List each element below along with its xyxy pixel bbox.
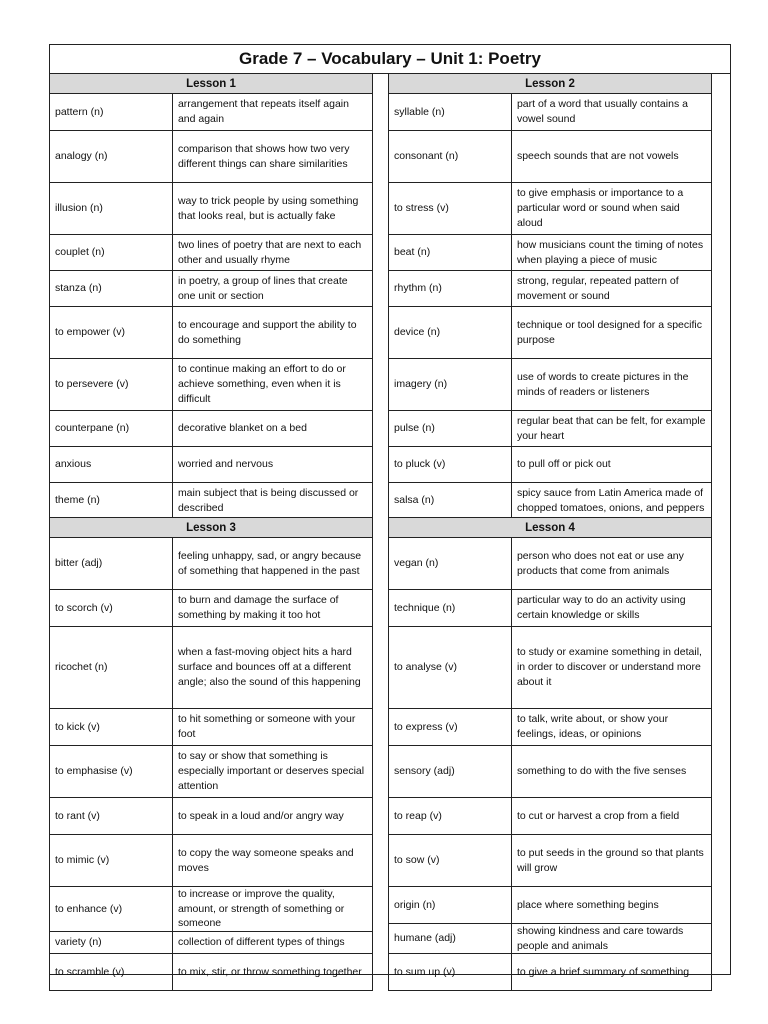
vocab-term: origin (n): [389, 887, 512, 924]
vocab-definition: regular beat that can be felt, for example your heart: [511, 411, 711, 447]
vocab-term: to scramble (v): [50, 954, 173, 991]
lesson-3-heading: Lesson 3: [49, 517, 373, 538]
vocab-term: counterpane (n): [50, 411, 173, 447]
lesson-2-table: [388, 93, 712, 519]
vocab-definition: to talk, write about, or show your feelings, ideas, or opinions: [511, 709, 711, 746]
vocab-term: to analyse (v): [389, 627, 512, 709]
vocab-definition: something to do with the five senses: [511, 746, 711, 798]
vocab-term: to express (v): [389, 709, 512, 746]
vocab-definition: to give emphasis or importance to a particular word or sound when said aloud: [511, 183, 711, 235]
vocab-definition: to encourage and support the ability to do something: [172, 307, 372, 359]
vocab-row: [50, 447, 373, 483]
vocab-definition: collection of different types of things: [172, 932, 372, 954]
vocab-term: consonant (n): [389, 131, 512, 183]
vocab-row: [50, 746, 373, 798]
vocab-definition: to burn and damage the surface of something by making it too hot: [172, 590, 372, 627]
vocab-term: to reap (v): [389, 798, 512, 835]
vocab-term: to enhance (v): [50, 887, 173, 932]
vocab-row: [389, 411, 712, 447]
vocab-definition: to pull off or pick out: [511, 447, 711, 483]
vocab-row: [389, 131, 712, 183]
vocab-row: [389, 954, 712, 991]
vocab-row: [50, 131, 373, 183]
vocab-row: [50, 94, 373, 131]
vocab-term: anxious: [50, 447, 173, 483]
vocab-term: to stress (v): [389, 183, 512, 235]
vocab-definition: two lines of poetry that are next to each other and usually rhyme: [172, 235, 372, 271]
vocab-definition: person who does not eat or use any products that come from animals: [511, 538, 711, 590]
vocab-definition: spicy sauce from Latin America made of chopped tomatoes, onions, and peppers: [511, 483, 711, 519]
vocab-term: stanza (n): [50, 271, 173, 307]
vocab-definition: to mix, stir, or throw something together: [172, 954, 372, 991]
vocab-row: [50, 709, 373, 746]
vocab-definition: strong, regular, repeated pattern of movement or sound: [511, 271, 711, 307]
vocab-row: [50, 798, 373, 835]
vocab-row: [389, 887, 712, 924]
vocab-row: [389, 798, 712, 835]
vocab-term: pulse (n): [389, 411, 512, 447]
vocab-definition: way to trick people by using something that looks real, but is actually fake: [172, 183, 372, 235]
vocab-definition: to hit something or someone with your foot: [172, 709, 372, 746]
vocab-row: [50, 932, 373, 954]
vocab-row: [389, 924, 712, 954]
vocab-term: to rant (v): [50, 798, 173, 835]
vocab-term: to empower (v): [50, 307, 173, 359]
vocab-definition: feeling unhappy, sad, or angry because of something that happened in the past: [172, 538, 372, 590]
vocab-row: [50, 359, 373, 411]
vocab-term: to sow (v): [389, 835, 512, 887]
vocab-term: bitter (adj): [50, 538, 173, 590]
vocab-definition: comparison that shows how two very different things can share similarities: [172, 131, 372, 183]
vocab-definition: to copy the way someone speaks and moves: [172, 835, 372, 887]
vocab-row: [50, 271, 373, 307]
vocab-definition: to speak in a loud and/or angry way: [172, 798, 372, 835]
vocab-row: [50, 835, 373, 887]
vocab-row: [50, 483, 373, 519]
vocab-row: [389, 835, 712, 887]
vocab-definition: decorative blanket on a bed: [172, 411, 372, 447]
vocab-definition: use of words to create pictures in the minds of readers or listeners: [511, 359, 711, 411]
vocab-row: [389, 183, 712, 235]
vocab-definition: arrangement that repeats itself again and again: [172, 94, 372, 131]
vocab-term: to kick (v): [50, 709, 173, 746]
vocab-term: syllable (n): [389, 94, 512, 131]
vocab-definition: technique or tool designed for a specific purpose: [511, 307, 711, 359]
vocab-term: to sum up (v): [389, 954, 512, 991]
vocab-row: [389, 746, 712, 798]
lesson-4-table: [388, 537, 712, 991]
vocab-definition: when a fast-moving object hits a hard surface and bounces off at a different angle; also the sound of this happening: [172, 627, 372, 709]
vocab-definition: particular way to do an activity using certain knowledge or skills: [511, 590, 711, 627]
vocab-row: [389, 709, 712, 746]
vocab-row: [389, 235, 712, 271]
vocab-row: [389, 359, 712, 411]
vocab-definition: how musicians count the timing of notes when playing a piece of music: [511, 235, 711, 271]
vocab-row: [50, 538, 373, 590]
vocab-term: vegan (n): [389, 538, 512, 590]
vocab-definition: main subject that is being discussed or described: [172, 483, 372, 519]
vocab-row: [389, 271, 712, 307]
vocab-term: illusion (n): [50, 183, 173, 235]
vocab-row: [389, 483, 712, 519]
lesson-1-heading: Lesson 1: [49, 73, 373, 94]
vocab-row: [50, 954, 373, 991]
vocab-term: ricochet (n): [50, 627, 173, 709]
page-title: Grade 7 – Vocabulary – Unit 1: Poetry: [50, 45, 730, 74]
vocab-row: [389, 538, 712, 590]
vocab-term: to persevere (v): [50, 359, 173, 411]
vocab-definition: to increase or improve the quality, amount, or strength of something or someone: [172, 887, 372, 932]
vocab-definition: speech sounds that are not vowels: [511, 131, 711, 183]
vocab-term: analogy (n): [50, 131, 173, 183]
vocab-term: device (n): [389, 307, 512, 359]
vocab-definition: to continue making an effort to do or achieve something, even when it is difficult: [172, 359, 372, 411]
vocab-term: sensory (adj): [389, 746, 512, 798]
vocab-term: theme (n): [50, 483, 173, 519]
vocab-definition: part of a word that usually contains a vowel sound: [511, 94, 711, 131]
vocab-term: to scorch (v): [50, 590, 173, 627]
vocab-row: [389, 447, 712, 483]
vocab-definition: place where something begins: [511, 887, 711, 924]
vocab-row: [50, 627, 373, 709]
vocab-definition: to say or show that something is especially important or deserves special attention: [172, 746, 372, 798]
vocab-term: imagery (n): [389, 359, 512, 411]
lesson-4-heading: Lesson 4: [388, 517, 712, 538]
vocab-term: to mimic (v): [50, 835, 173, 887]
vocab-definition: to put seeds in the ground so that plants will grow: [511, 835, 711, 887]
vocab-term: rhythm (n): [389, 271, 512, 307]
vocab-term: couplet (n): [50, 235, 173, 271]
lesson-2-heading: Lesson 2: [388, 73, 712, 94]
vocab-definition: to study or examine something in detail, in order to discover or understand more about it: [511, 627, 711, 709]
vocab-row: [50, 887, 373, 932]
vocab-row: [50, 183, 373, 235]
vocab-row: [50, 307, 373, 359]
vocab-definition: in poetry, a group of lines that create one unit or section: [172, 271, 372, 307]
vocab-term: beat (n): [389, 235, 512, 271]
vocab-row: [389, 307, 712, 359]
vocab-term: to pluck (v): [389, 447, 512, 483]
vocab-definition: worried and nervous: [172, 447, 372, 483]
vocab-term: pattern (n): [50, 94, 173, 131]
vocab-definition: showing kindness and care towards people and animals: [511, 924, 711, 954]
lesson-3-table: [49, 537, 373, 991]
vocab-definition: to cut or harvest a crop from a field: [511, 798, 711, 835]
vocab-row: [50, 590, 373, 627]
lesson-1-table: [49, 93, 373, 519]
vocab-row: [389, 94, 712, 131]
vocab-definition: to give a brief summary of something: [511, 954, 711, 991]
vocab-row: [50, 411, 373, 447]
vocab-term: to emphasise (v): [50, 746, 173, 798]
vocab-term: variety (n): [50, 932, 173, 954]
vocab-term: technique (n): [389, 590, 512, 627]
vocab-term: humane (adj): [389, 924, 512, 954]
vocab-term: salsa (n): [389, 483, 512, 519]
vocab-row: [389, 590, 712, 627]
vocabulary-sheet: [49, 44, 731, 979]
vocab-row: [389, 627, 712, 709]
vocab-row: [50, 235, 373, 271]
